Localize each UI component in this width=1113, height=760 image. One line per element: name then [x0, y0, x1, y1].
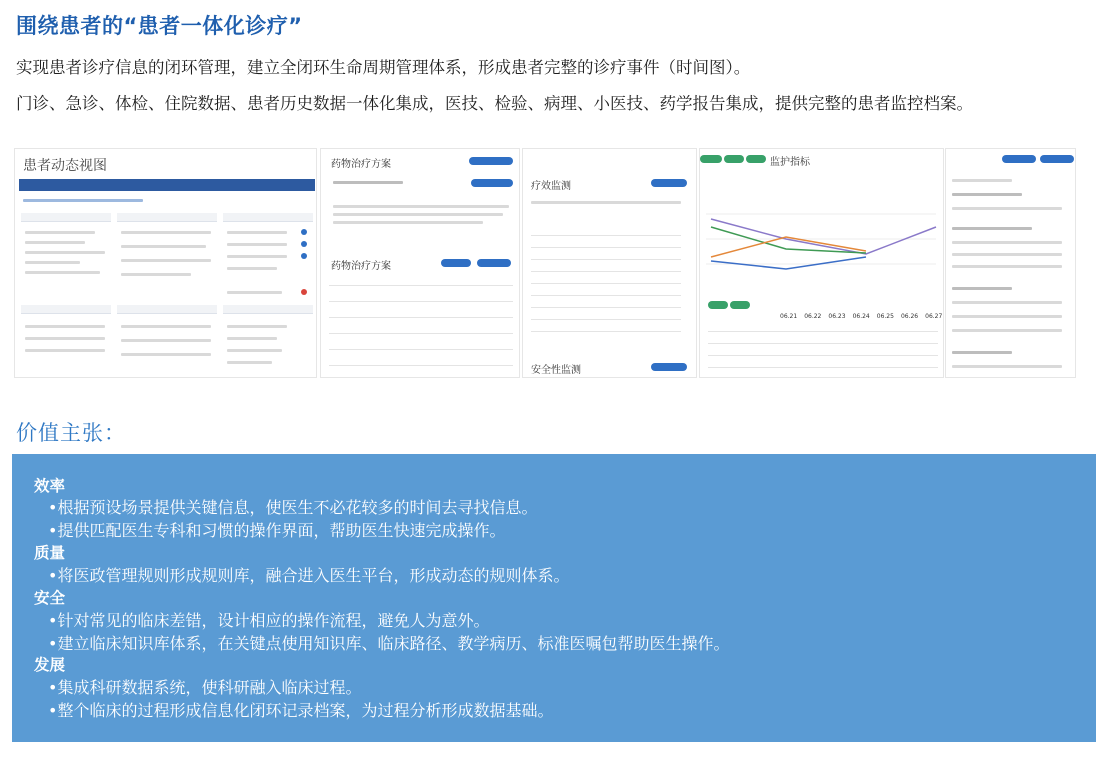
- date-label: 06.24: [852, 313, 870, 320]
- status-dot-icon: [301, 253, 307, 259]
- screenshot-title: 患者动态视图: [23, 158, 107, 174]
- text-line: [952, 227, 1032, 230]
- section-title-quality: 质量: [34, 544, 66, 562]
- text-line: [121, 353, 211, 356]
- text-line: [227, 349, 282, 352]
- value-item: •根据预设场景提供关键信息，使医生不必花较多的时间去寻找信息。: [48, 498, 538, 517]
- value-item: •提供匹配医生专科和习惯的操作界面，帮助医生快速完成操作。: [48, 521, 506, 540]
- date-label: 06.26: [900, 313, 919, 320]
- text-line: [227, 243, 287, 246]
- value-item: •整个临床的过程形成信息化闭环记录档案，为过程分析形成数据基础。: [48, 701, 554, 720]
- panel-header: [117, 213, 217, 222]
- panel-header: [21, 213, 111, 222]
- text-line: [227, 231, 287, 234]
- text-line: [25, 337, 105, 340]
- nav-bar: [19, 179, 315, 191]
- table-divider: [531, 295, 681, 296]
- date-label: 06.25: [876, 313, 894, 320]
- screenshot-monitoring-indicators: [699, 148, 944, 378]
- table-divider: [329, 349, 513, 350]
- screenshot-title: 药物治疗方案: [331, 159, 391, 170]
- text-line: [952, 365, 1062, 368]
- tab-button[interactable]: [700, 155, 722, 163]
- panel-header: [117, 305, 217, 314]
- value-item: •将医政管理规则形成规则库，融合进入医生平台，形成动态的规则体系。: [48, 566, 570, 585]
- value-box: [12, 454, 1096, 742]
- text-line: [227, 325, 287, 328]
- section-title-efficiency: 效率: [34, 477, 66, 495]
- table-divider: [708, 367, 938, 368]
- table-divider: [531, 307, 681, 308]
- table-divider: [531, 271, 681, 272]
- status-dot-icon: [301, 241, 307, 247]
- table-divider: [329, 333, 513, 334]
- text-line: [121, 273, 191, 276]
- text-line: [25, 261, 80, 264]
- text-line: [121, 339, 211, 342]
- action-button[interactable]: [441, 259, 471, 267]
- table-divider: [531, 319, 681, 320]
- text-line: [952, 351, 1012, 354]
- action-button[interactable]: [471, 179, 513, 187]
- value-item: •针对常见的临床差错，设计相应的操作流程，避免人为意外。: [48, 611, 490, 630]
- text-line: [25, 349, 105, 352]
- date-label: 06.22: [804, 313, 822, 320]
- table-divider: [329, 285, 513, 286]
- text-line: [25, 251, 105, 254]
- text-line: [25, 325, 105, 328]
- text-line: [952, 315, 1062, 318]
- action-button[interactable]: [1040, 155, 1074, 163]
- intro-paragraph-1: 实现患者诊疗信息的闭环管理，建立全闭环生命周期管理体系，形成患者完整的诊疗事件（时间图）。: [16, 58, 751, 77]
- text-line: [227, 361, 272, 364]
- table-divider: [531, 331, 681, 332]
- panel-header: [223, 305, 313, 314]
- series-line: [711, 257, 866, 269]
- tab-button[interactable]: [746, 155, 766, 163]
- section-title-safety: 安全: [34, 589, 66, 607]
- screenshot-drug-therapy: [320, 148, 520, 378]
- tab-button[interactable]: [708, 301, 728, 309]
- action-button[interactable]: [477, 259, 511, 267]
- table-divider: [329, 317, 513, 318]
- text-line: [333, 213, 503, 216]
- text-line: [121, 259, 211, 262]
- text-line: [952, 301, 1062, 304]
- screenshot-title: 疗效监测: [531, 181, 571, 192]
- action-button[interactable]: [1002, 155, 1036, 163]
- text-line: [121, 231, 211, 234]
- table-divider: [531, 235, 681, 236]
- page-title: 围绕患者的“患者一体化诊疗”: [16, 14, 303, 38]
- text-line: [333, 205, 509, 208]
- text-line: [952, 241, 1062, 244]
- text-line: [227, 255, 287, 258]
- action-button[interactable]: [651, 363, 687, 371]
- tab-button[interactable]: [724, 155, 744, 163]
- section-title: 安全性监测: [531, 365, 581, 376]
- text-line: [952, 207, 1062, 210]
- date-label: 06.27: [925, 313, 943, 320]
- text-line: [333, 221, 483, 224]
- text-line: [952, 253, 1062, 256]
- text-line: [952, 287, 1012, 290]
- trend-chart: [706, 189, 936, 289]
- date-label: 06.21: [780, 313, 798, 320]
- table-divider: [329, 365, 513, 366]
- text-line: [227, 267, 277, 270]
- intro-paragraph-2: 门诊、急诊、体检、住院数据、患者历史数据一体化集成，医技、检验、病理、小医技、药学报告集成，提供完整的患者监控档案。: [16, 94, 973, 113]
- screenshot-strip: [14, 148, 1076, 378]
- table-divider: [531, 283, 681, 284]
- text-line: [121, 325, 211, 328]
- date-label: 06.23: [828, 313, 846, 320]
- text-line: [227, 291, 282, 294]
- value-item: •集成科研数据系统，使科研融入临床过程。: [48, 678, 362, 697]
- screenshot-efficacy-monitoring: [522, 148, 697, 378]
- info-line: [23, 199, 143, 202]
- table-divider: [531, 247, 681, 248]
- text-line: [952, 265, 1062, 268]
- table-divider: [329, 301, 513, 302]
- action-button[interactable]: [651, 179, 687, 187]
- text-line: [25, 271, 100, 274]
- table-divider: [708, 331, 938, 332]
- panel-header: [21, 305, 111, 314]
- screenshot-right-panel: [945, 148, 1076, 378]
- text-line: [333, 181, 403, 184]
- alert-dot-icon: [301, 289, 307, 295]
- text-line: [25, 231, 95, 234]
- screenshot-title: 监护指标: [770, 157, 810, 168]
- text-line: [952, 193, 1022, 196]
- table-divider: [708, 355, 938, 356]
- text-line: [952, 179, 1012, 182]
- tab-button[interactable]: [730, 301, 750, 309]
- status-dot-icon: [301, 229, 307, 235]
- value-heading: 价值主张：: [16, 421, 126, 445]
- text-line: [227, 337, 277, 340]
- table-divider: [708, 343, 938, 344]
- text-line: [952, 329, 1062, 332]
- value-item: •建立临床知识库体系，在关键点使用知识库、临床路径、教学病历、标准医嘱包帮助医生操作。: [48, 634, 730, 653]
- text-line: [25, 241, 85, 244]
- panel-header: [223, 213, 313, 222]
- section-title: 药物治疗方案: [331, 261, 391, 272]
- text-line: [531, 201, 681, 204]
- text-line: [121, 245, 206, 248]
- table-divider: [531, 259, 681, 260]
- action-button[interactable]: [469, 157, 513, 165]
- screenshot-patient-dynamic-view: [14, 148, 317, 378]
- section-title-development: 发展: [34, 656, 66, 674]
